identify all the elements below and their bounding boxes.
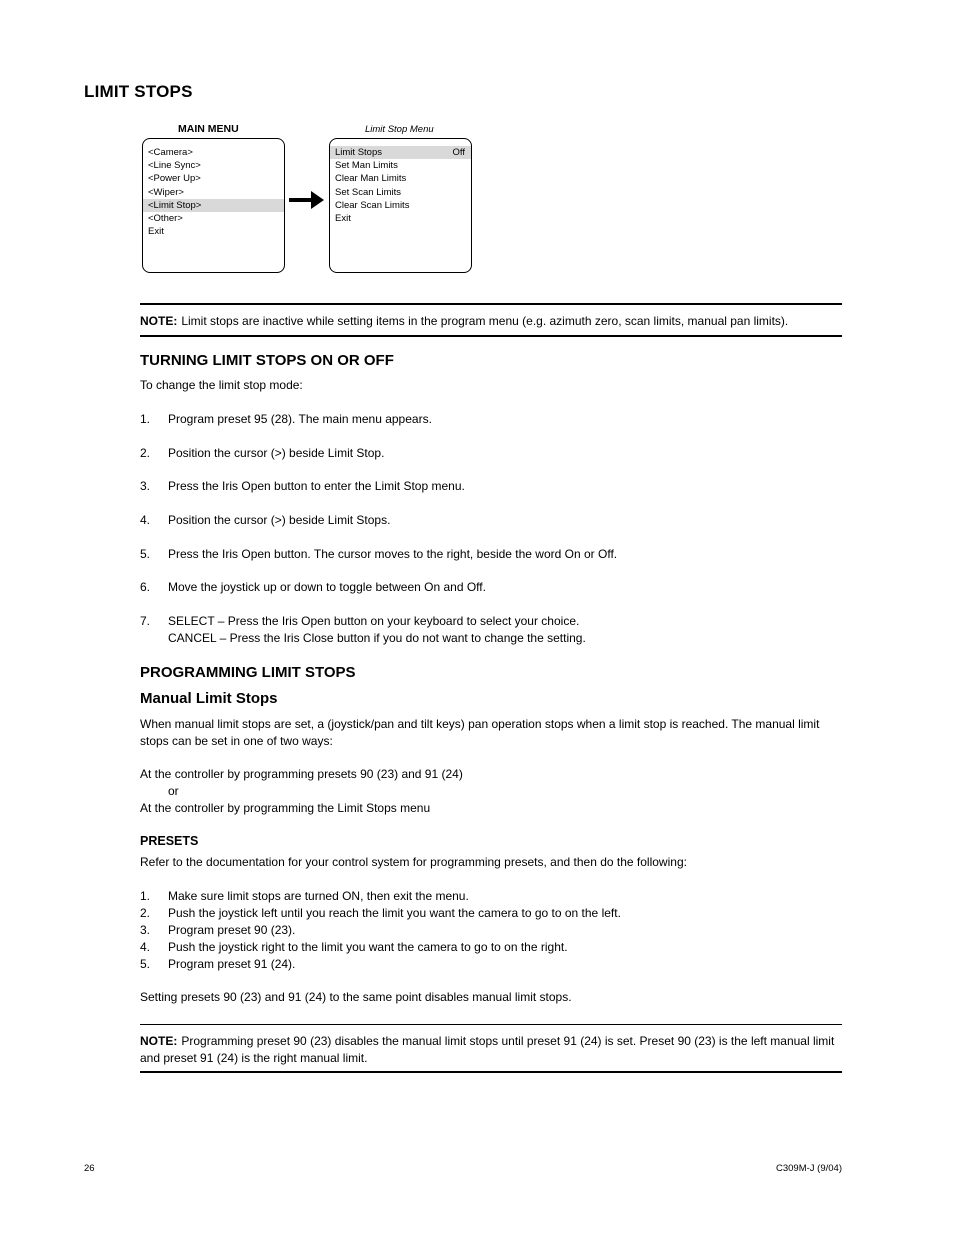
- way-2: At the controller by programming the Limit Stops menu: [140, 801, 431, 815]
- step-text: [168, 613, 842, 647]
- note1-bottom-rule: [140, 335, 842, 337]
- section-heading-programming: PROGRAMMING LIMIT STOPS: [140, 664, 356, 681]
- main-menu-box: [142, 138, 285, 273]
- limit-stop-menu-item[interactable]: [330, 146, 471, 159]
- step-text: [168, 512, 842, 529]
- note2-text: Programming preset 90 (23) disables the manual limit stops until preset 91 (24) is set. Preset 90 (23) is the left manual limit and preset 91 (24) is the right manual limit.: [140, 1034, 835, 1065]
- presets-intro: Refer to the documentation for your control system for programming presets, and then do the following:: [140, 855, 687, 869]
- step-number: 5.: [140, 547, 151, 561]
- way-1: At the controller by programming presets 90 (23) and 91 (24): [140, 767, 463, 781]
- main-menu-item[interactable]: Exit: [148, 226, 164, 238]
- step-text: [168, 478, 842, 495]
- step-text: [168, 546, 842, 563]
- section-heading-turning: TURNING LIMIT STOPS ON OR OFF: [140, 352, 394, 369]
- step-text-line: Press the Iris Open button. The cursor moves to the right, beside the word On or Off.: [168, 547, 618, 561]
- step-text-line: CANCEL – Press the Iris Close button if you do not want to change the setting.: [168, 631, 586, 645]
- step-number: 4.: [140, 940, 151, 954]
- programming-intro: When manual limit stops are set, a (joystick/pan and tilt keys) pan operation stops when a limit stop is reached. The manual limit stops can be set in one of two ways:: [140, 717, 820, 748]
- limit-stop-menu-item-label: Set Scan Limits: [335, 186, 401, 198]
- limit-stop-menu-item[interactable]: [330, 212, 471, 225]
- step-text-line: SELECT – Press the Iris Open button on your keyboard to select your choice.: [168, 614, 580, 628]
- step-text: Push the joystick left until you reach the limit you want the camera to go to on the left.: [168, 906, 621, 920]
- subheading-manual-limit-stops: Manual Limit Stops: [140, 690, 278, 707]
- note1: [140, 313, 842, 330]
- limit-stop-menu-item-value: Off: [452, 147, 465, 158]
- step-number: 4.: [140, 513, 151, 527]
- limit-stop-menu-item-label: Clear Scan Limits: [335, 199, 410, 211]
- step-number: 1.: [140, 889, 151, 903]
- limit-stop-menu-list: [330, 139, 471, 225]
- step-text: [168, 411, 842, 428]
- step-text-line: Program preset 95 (28). The main menu appears.: [168, 412, 432, 426]
- step-text-line: Move the joystick up or down to toggle between On and Off.: [168, 580, 486, 594]
- note1-top-rule: [140, 303, 842, 305]
- limit-stop-menu-item-label: Exit: [335, 212, 351, 224]
- step-number: 2.: [140, 906, 151, 920]
- turning-intro: To change the limit stop mode:: [140, 378, 303, 392]
- main-menu-item[interactable]: <Limit Stop>: [143, 199, 284, 212]
- arrow-right-icon: [289, 191, 325, 209]
- limit-stop-menu-item-label: Clear Man Limits: [335, 173, 407, 185]
- limit-stop-menu-item-label: Set Man Limits: [335, 160, 398, 172]
- main-menu-list: [143, 139, 284, 238]
- limit-stop-menu-caption: Limit Stop Menu: [365, 124, 434, 135]
- document-id: C309M-J (9/04): [776, 1163, 842, 1174]
- note1-label: NOTE:: [140, 314, 178, 328]
- step-text: Program preset 90 (23).: [168, 923, 296, 937]
- step-number: 5.: [140, 957, 151, 971]
- presets-heading: PRESETS: [140, 834, 199, 848]
- step-number: 6.: [140, 580, 151, 594]
- page-number: 26: [84, 1163, 95, 1174]
- main-menu-item[interactable]: <Camera>: [148, 147, 193, 158]
- main-menu-caption: MAIN MENU: [178, 123, 239, 135]
- step-text-line: Press the Iris Open button to enter the Limit Stop menu.: [168, 479, 465, 493]
- step-text: [168, 445, 842, 462]
- page-title: LIMIT STOPS: [84, 82, 193, 101]
- step-text: Push the joystick right to the limit you want the camera to go to on the right.: [168, 940, 568, 954]
- limit-stop-menu-item-label: Limit Stops: [335, 147, 382, 158]
- note2-label: NOTE:: [140, 1034, 178, 1048]
- main-menu-item[interactable]: <Line Sync>: [148, 160, 201, 172]
- or-text: or: [168, 784, 179, 798]
- step-text: Make sure limit stops are turned ON, then exit the menu.: [168, 889, 469, 903]
- step-text-line: Position the cursor (>) beside Limit Stops.: [168, 513, 391, 527]
- step-text: Program preset 91 (24).: [168, 957, 296, 971]
- step-number: 3.: [140, 479, 151, 493]
- note2-bottom-rule: [140, 1071, 842, 1073]
- limit-stop-menu-item[interactable]: [330, 186, 471, 199]
- step-text-line: Position the cursor (>) beside Limit Stop.: [168, 446, 385, 460]
- presets-outro: Setting presets 90 (23) and 91 (24) to the same point disables manual limit stops.: [140, 990, 572, 1004]
- main-menu-item[interactable]: <Power Up>: [148, 173, 201, 185]
- limit-stop-menu-box: [329, 138, 472, 273]
- step-number: 1.: [140, 412, 151, 426]
- step-number: 7.: [140, 614, 151, 628]
- note2-top-rule: [140, 1024, 842, 1025]
- note2: [140, 1033, 842, 1067]
- limit-stop-menu-item[interactable]: [330, 199, 471, 212]
- limit-stop-menu-item[interactable]: [330, 172, 471, 185]
- limit-stop-menu-item[interactable]: [330, 159, 471, 172]
- step-number: 3.: [140, 923, 151, 937]
- main-menu-item[interactable]: <Other>: [148, 212, 183, 224]
- note1-text: Limit stops are inactive while setting items in the program menu (e.g. azimuth zero, scan limits, manual pan limits).: [181, 314, 789, 328]
- step-text: [168, 579, 842, 596]
- step-number: 2.: [140, 446, 151, 460]
- main-menu-item[interactable]: <Wiper>: [148, 186, 184, 198]
